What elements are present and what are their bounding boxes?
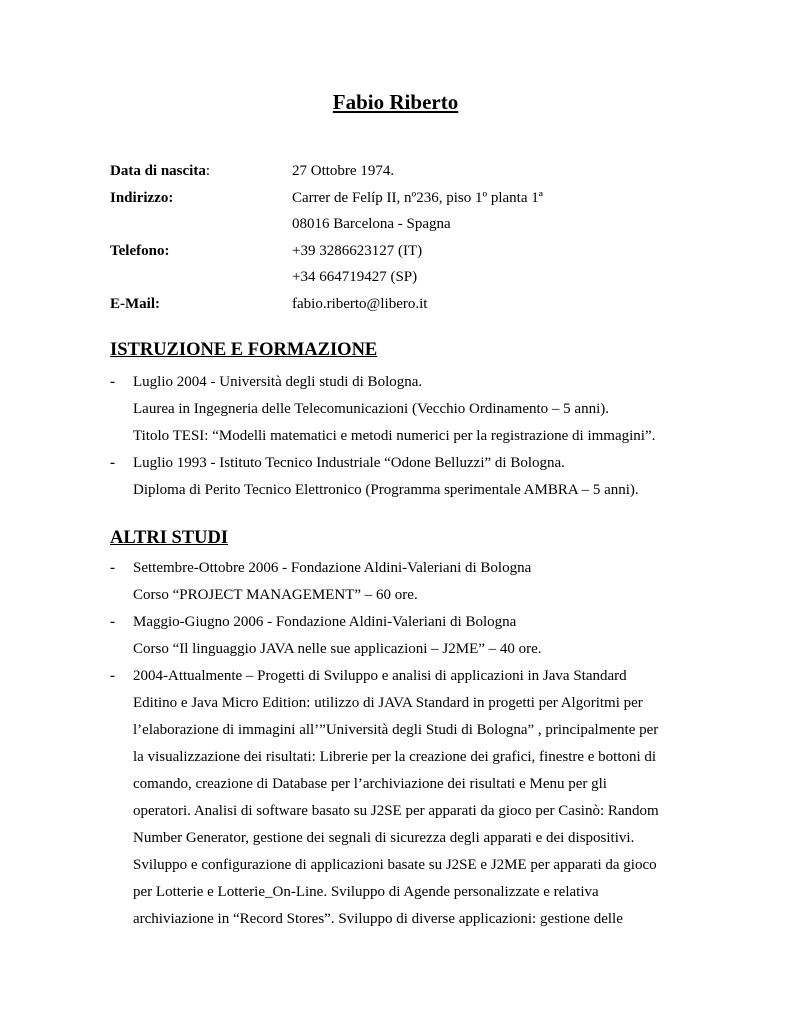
address-row-2 xyxy=(110,211,543,238)
entry-line: Luglio 2004 - Università degli studi di Bologna. xyxy=(133,374,423,390)
study-entry xyxy=(110,663,710,933)
entry-line: Settembre-Ottobre 2006 - Fondazione Aldini-Valeriani di Bologna xyxy=(133,560,532,576)
entry-line: l’elaborazione di immagini all’”Università degli Studi di Bologna” , principalmente per xyxy=(133,722,659,738)
personal-info xyxy=(110,158,543,317)
address-line-2: 08016 Barcelona - Spagna xyxy=(292,216,451,232)
birth-row xyxy=(110,158,543,185)
phone-label-spacer xyxy=(110,264,292,291)
address-label: Indirizzo: xyxy=(110,189,174,206)
phone-row xyxy=(110,238,543,265)
education-list xyxy=(110,369,710,504)
education-heading: ISTRUZIONE E FORMAZIONE xyxy=(110,340,378,360)
entry-line: Editino e Java Micro Edition: utilizzo di JAVA Standard in progetti per Algoritmi per xyxy=(133,695,643,711)
entry-line: Corso “PROJECT MANAGEMENT” – 60 ore. xyxy=(133,587,418,603)
entry-line: Luglio 1993 - Istituto Tecnico Industriale “Odone Belluzzi” di Bologna. xyxy=(133,455,565,471)
other-studies-heading: ALTRI STUDI xyxy=(110,528,229,548)
bullet-dash: - xyxy=(110,668,115,684)
email-row xyxy=(110,291,543,318)
entry-line: archiviazione in “Record Stores”. Sviluppo di diverse applicazioni: gestione delle xyxy=(133,911,623,927)
phone-2: +34 664719427 (SP) xyxy=(292,269,418,285)
education-entry xyxy=(110,369,710,450)
bullet-dash: - xyxy=(110,560,115,576)
entry-line: comando, creazione di Database per l’archiviazione dei risultati e Menu per gli xyxy=(133,776,607,792)
entry-line: 2004-Attualmente – Progetti di Sviluppo e analisi di applicazioni in Java Standard xyxy=(133,668,627,684)
phone-1: +39 3286623127 (IT) xyxy=(292,242,423,259)
study-entry xyxy=(110,555,710,609)
birth-value: 27 Ottobre 1974. xyxy=(292,163,395,179)
entry-line: Sviluppo e configurazione di applicazioni basate su J2SE e J2ME per apparati da gioco xyxy=(133,857,657,873)
education-entry xyxy=(110,450,710,504)
email-value: fabio.riberto@libero.it xyxy=(292,295,428,312)
entry-line: per Lotterie e Lotterie_On-Line. Sviluppo di Agende personalizzate e relativa xyxy=(133,884,599,900)
bullet-dash: - xyxy=(110,374,115,390)
other-studies-list xyxy=(110,555,710,933)
study-entry xyxy=(110,609,710,663)
email-label: E-Mail: xyxy=(110,295,160,312)
entry-line: la visualizzazione dei risultati: Librerie per la creazione dei grafici, finestre e bottoni di xyxy=(133,749,657,765)
bullet-dash: - xyxy=(110,614,115,630)
phone-label: Telefono: xyxy=(110,242,170,259)
entry-line: Corso “Il linguaggio JAVA nelle sue applicazioni – J2ME” – 40 ore. xyxy=(133,641,542,657)
address-label-spacer xyxy=(110,211,292,238)
entry-line: Number Generator, gestione dei segnali di sicurezza degli apparati e dei dispositivi. xyxy=(133,830,635,846)
birth-label-colon: : xyxy=(205,163,211,179)
address-line-1: Carrer de Felíp II, nº236, piso 1º planta 1ª xyxy=(292,189,543,206)
cv-name-title: Fabio Riberto xyxy=(332,90,459,114)
bullet-dash: - xyxy=(110,455,115,471)
entry-line: Laurea in Ingegneria delle Telecomunicazioni (Vecchio Ordinamento – 5 anni). xyxy=(133,401,609,417)
entry-line: Maggio-Giugno 2006 - Fondazione Aldini-Valeriani di Bologna xyxy=(133,614,517,630)
entry-line: Diploma di Perito Tecnico Elettronico (Programma sperimentale AMBRA – 5 anni). xyxy=(133,482,639,498)
entry-line: operatori. Analisi di software basato su J2SE per apparati da gioco per Casinò: Random xyxy=(133,803,659,819)
birth-label-text: Data di nascita xyxy=(110,163,206,179)
entry-line: Titolo TESI: “Modelli matematici e metodi numerici per la registrazione di immagini”. xyxy=(133,428,656,444)
phone-row-2 xyxy=(110,264,543,291)
birth-label xyxy=(110,158,292,185)
address-row xyxy=(110,185,543,212)
